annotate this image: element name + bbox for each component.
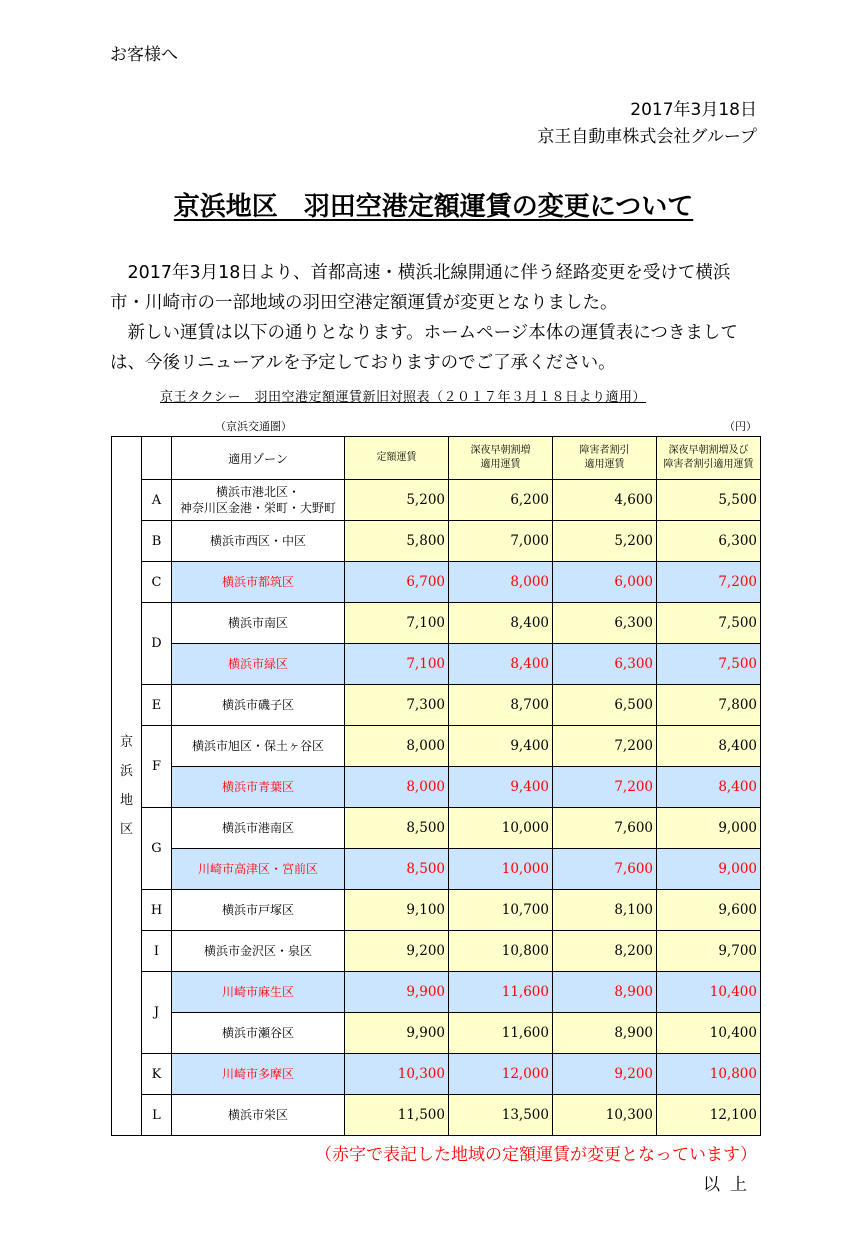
area-cell-line: 横浜市都筑区	[221, 575, 294, 589]
table-row	[112, 931, 761, 972]
unit-note: （円）	[724, 420, 757, 433]
fixed-fare-cell: 9,900	[345, 1013, 449, 1054]
fixed-fare-cell: 9,200	[345, 931, 449, 972]
header-night-fare-line: 深夜早朝割増	[470, 445, 531, 456]
closing-remark: 以上	[703, 1175, 757, 1195]
disabled-fare-cell: 6,300	[553, 644, 657, 685]
fixed-fare-cell: 10,300	[345, 1054, 449, 1095]
night-disabled-fare-cell: 7,500	[657, 603, 761, 644]
night-disabled-fare-cell: 5,500	[657, 480, 761, 521]
table-row	[112, 1095, 761, 1136]
region-char: 京	[119, 735, 133, 750]
table-row	[112, 1054, 761, 1095]
night-fare-cell: 10,000	[449, 808, 553, 849]
night-fare-cell: 9,400	[449, 767, 553, 808]
disabled-fare-cell: 4,600	[553, 480, 657, 521]
fixed-fare-cell: 7,100	[345, 644, 449, 685]
header-fixed-fare: 定額運賃	[345, 437, 449, 480]
disabled-fare-cell: 9,200	[553, 1054, 657, 1095]
night-fare-cell: 6,200	[449, 480, 553, 521]
night-fare-cell: 9,400	[449, 726, 553, 767]
disabled-fare-cell: 8,900	[553, 1013, 657, 1054]
night-disabled-fare-cell: 7,200	[657, 562, 761, 603]
table-row	[112, 562, 761, 603]
area-cell-line: 横浜市旭区・保土ヶ谷区	[191, 739, 324, 753]
night-fare-cell: 12,000	[449, 1054, 553, 1095]
zone-cell: G	[142, 808, 172, 890]
region-char: 地	[119, 793, 133, 808]
header-night-disabled-fare	[657, 437, 761, 480]
fixed-fare-cell: 11,500	[345, 1095, 449, 1136]
zone-cell: F	[142, 726, 172, 808]
fixed-fare-cell: 8,000	[345, 767, 449, 808]
table-caption: 京王タクシー 羽田空港定額運賃新旧対照表（２０１７年３月１８日より適用）	[160, 390, 647, 405]
area-cell-line: 横浜市栄区	[227, 1108, 288, 1122]
salutation: お客様へ	[110, 45, 178, 65]
region-char: 区	[119, 822, 133, 837]
zone-cell: I	[142, 931, 172, 972]
fixed-fare-cell: 8,500	[345, 808, 449, 849]
area-cell	[172, 726, 345, 767]
area-cell	[172, 480, 345, 521]
area-cell	[172, 808, 345, 849]
night-disabled-fare-cell: 7,800	[657, 685, 761, 726]
area-cell	[172, 1054, 345, 1095]
header-disabled-fare-line: 障害者割引	[579, 445, 630, 456]
table-row	[112, 767, 761, 808]
night-disabled-fare-cell: 8,400	[657, 767, 761, 808]
fixed-fare-cell: 8,000	[345, 726, 449, 767]
fixed-fare-cell: 6,700	[345, 562, 449, 603]
fixed-fare-cell: 5,800	[345, 521, 449, 562]
header-zone-blank	[142, 437, 172, 480]
fixed-fare-cell: 5,200	[345, 480, 449, 521]
area-cell-line: 横浜市港南区	[221, 821, 294, 835]
night-fare-cell: 11,600	[449, 1013, 553, 1054]
night-disabled-fare-cell: 10,400	[657, 972, 761, 1013]
night-fare-cell: 10,800	[449, 931, 553, 972]
area-cell-line: 横浜市南区	[227, 616, 288, 630]
area-cell	[172, 562, 345, 603]
area-note: （京浜交通圏）	[215, 420, 292, 433]
body-paragraph-2: 新しい運賃は以下の通りとなります。ホームページ本体の運賃表につきましては、今後リニューアルを予定しておりますのでご了承ください。	[110, 323, 738, 373]
zone-cell: L	[142, 1095, 172, 1136]
night-fare-cell: 8,000	[449, 562, 553, 603]
disabled-fare-cell: 7,200	[553, 767, 657, 808]
area-cell	[172, 1013, 345, 1054]
area-cell	[172, 603, 345, 644]
fixed-fare-cell: 9,100	[345, 890, 449, 931]
area-cell-line: 川崎市高津区・宮前区	[197, 862, 318, 876]
disabled-fare-cell: 6,300	[553, 603, 657, 644]
night-fare-cell: 7,000	[449, 521, 553, 562]
night-disabled-fare-cell: 9,600	[657, 890, 761, 931]
night-disabled-fare-cell: 12,100	[657, 1095, 761, 1136]
area-cell-line: 横浜市青葉区	[221, 780, 294, 794]
table-row	[112, 521, 761, 562]
page-title: 京浜地区 羽田空港定額運賃の変更について	[173, 192, 694, 222]
zone-cell: J	[142, 972, 172, 1054]
area-cell-line: 横浜市戸塚区	[221, 903, 294, 917]
table-row	[112, 1013, 761, 1054]
night-disabled-fare-cell: 9,000	[657, 849, 761, 890]
disabled-fare-cell: 6,500	[553, 685, 657, 726]
area-cell-line: 横浜市金沢区・泉区	[203, 944, 312, 958]
fixed-fare-cell: 7,300	[345, 685, 449, 726]
disabled-fare-cell: 10,300	[553, 1095, 657, 1136]
zone-cell: K	[142, 1054, 172, 1095]
area-cell	[172, 644, 345, 685]
area-cell	[172, 890, 345, 931]
area-cell-line: 横浜市港北区・	[215, 485, 300, 499]
night-disabled-fare-cell: 9,700	[657, 931, 761, 972]
footnote: （赤字で表記した地域の定額運賃が変更となっています）	[315, 1145, 757, 1165]
header-night-disabled-fare-line: 深夜早朝割増及び	[668, 445, 749, 456]
area-cell	[172, 972, 345, 1013]
table-row	[112, 972, 761, 1013]
region-cell	[112, 437, 142, 1136]
night-fare-cell: 8,700	[449, 685, 553, 726]
area-cell	[172, 767, 345, 808]
disabled-fare-cell: 8,100	[553, 890, 657, 931]
table-row	[112, 726, 761, 767]
disabled-fare-cell: 5,200	[553, 521, 657, 562]
zone-cell: E	[142, 685, 172, 726]
disabled-fare-cell: 7,200	[553, 726, 657, 767]
company-name: 京王自動車株式会社グループ	[537, 127, 757, 147]
area-cell	[172, 931, 345, 972]
zone-cell: B	[142, 521, 172, 562]
night-disabled-fare-cell: 9,000	[657, 808, 761, 849]
night-fare-cell: 11,600	[449, 972, 553, 1013]
night-disabled-fare-cell: 8,400	[657, 726, 761, 767]
header-disabled-fare-line: 適用運賃	[584, 459, 625, 470]
table-row	[112, 480, 761, 521]
fixed-fare-cell: 9,900	[345, 972, 449, 1013]
night-fare-cell: 8,400	[449, 603, 553, 644]
table-header-row	[112, 437, 761, 480]
fare-table	[111, 436, 761, 1136]
night-fare-cell: 10,000	[449, 849, 553, 890]
area-cell	[172, 521, 345, 562]
night-disabled-fare-cell: 10,800	[657, 1054, 761, 1095]
area-cell	[172, 685, 345, 726]
area-cell-line: 川崎市多摩区	[221, 1067, 294, 1081]
area-cell-line: 横浜市西区・中区	[209, 534, 306, 548]
area-cell	[172, 1095, 345, 1136]
zone-cell: H	[142, 890, 172, 931]
header-night-fare	[449, 437, 553, 480]
area-cell-line: 横浜市瀬谷区	[221, 1026, 294, 1040]
header-night-fare-line: 適用運賃	[480, 459, 521, 470]
header-night-disabled-fare-line: 障害者割引適用運賃	[663, 459, 754, 470]
table-row	[112, 890, 761, 931]
zone-cell: D	[142, 603, 172, 685]
night-fare-cell: 13,500	[449, 1095, 553, 1136]
night-disabled-fare-cell: 7,500	[657, 644, 761, 685]
disabled-fare-cell: 7,600	[553, 849, 657, 890]
table-row	[112, 644, 761, 685]
region-char: 浜	[119, 764, 133, 779]
disabled-fare-cell: 8,900	[553, 972, 657, 1013]
night-fare-cell: 10,700	[449, 890, 553, 931]
fixed-fare-cell: 7,100	[345, 603, 449, 644]
header-area: 適用ゾーン	[172, 437, 345, 480]
table-row	[112, 849, 761, 890]
area-cell-line: 横浜市磯子区	[221, 698, 294, 712]
zone-cell: A	[142, 480, 172, 521]
header-disabled-fare	[553, 437, 657, 480]
night-fare-cell: 8,400	[449, 644, 553, 685]
area-cell	[172, 849, 345, 890]
body-paragraph-1: 2017年3月18日より、首都高速・横浜北線開通に伴う経路変更を受けて横浜市・川崎市の一部地域の羽田空港定額運賃が変更となりました。	[110, 263, 731, 313]
fixed-fare-cell: 8,500	[345, 849, 449, 890]
table-row	[112, 603, 761, 644]
night-disabled-fare-cell: 6,300	[657, 521, 761, 562]
night-disabled-fare-cell: 10,400	[657, 1013, 761, 1054]
zone-cell: C	[142, 562, 172, 603]
issue-date: 2017年3月18日	[630, 100, 757, 120]
area-cell-line: 川崎市麻生区	[221, 985, 294, 999]
disabled-fare-cell: 6,000	[553, 562, 657, 603]
disabled-fare-cell: 7,600	[553, 808, 657, 849]
area-cell-line: 神奈川区金港・栄町・大野町	[179, 501, 336, 515]
table-row	[112, 808, 761, 849]
table-row	[112, 685, 761, 726]
disabled-fare-cell: 8,200	[553, 931, 657, 972]
area-cell-line: 横浜市緑区	[227, 657, 288, 671]
